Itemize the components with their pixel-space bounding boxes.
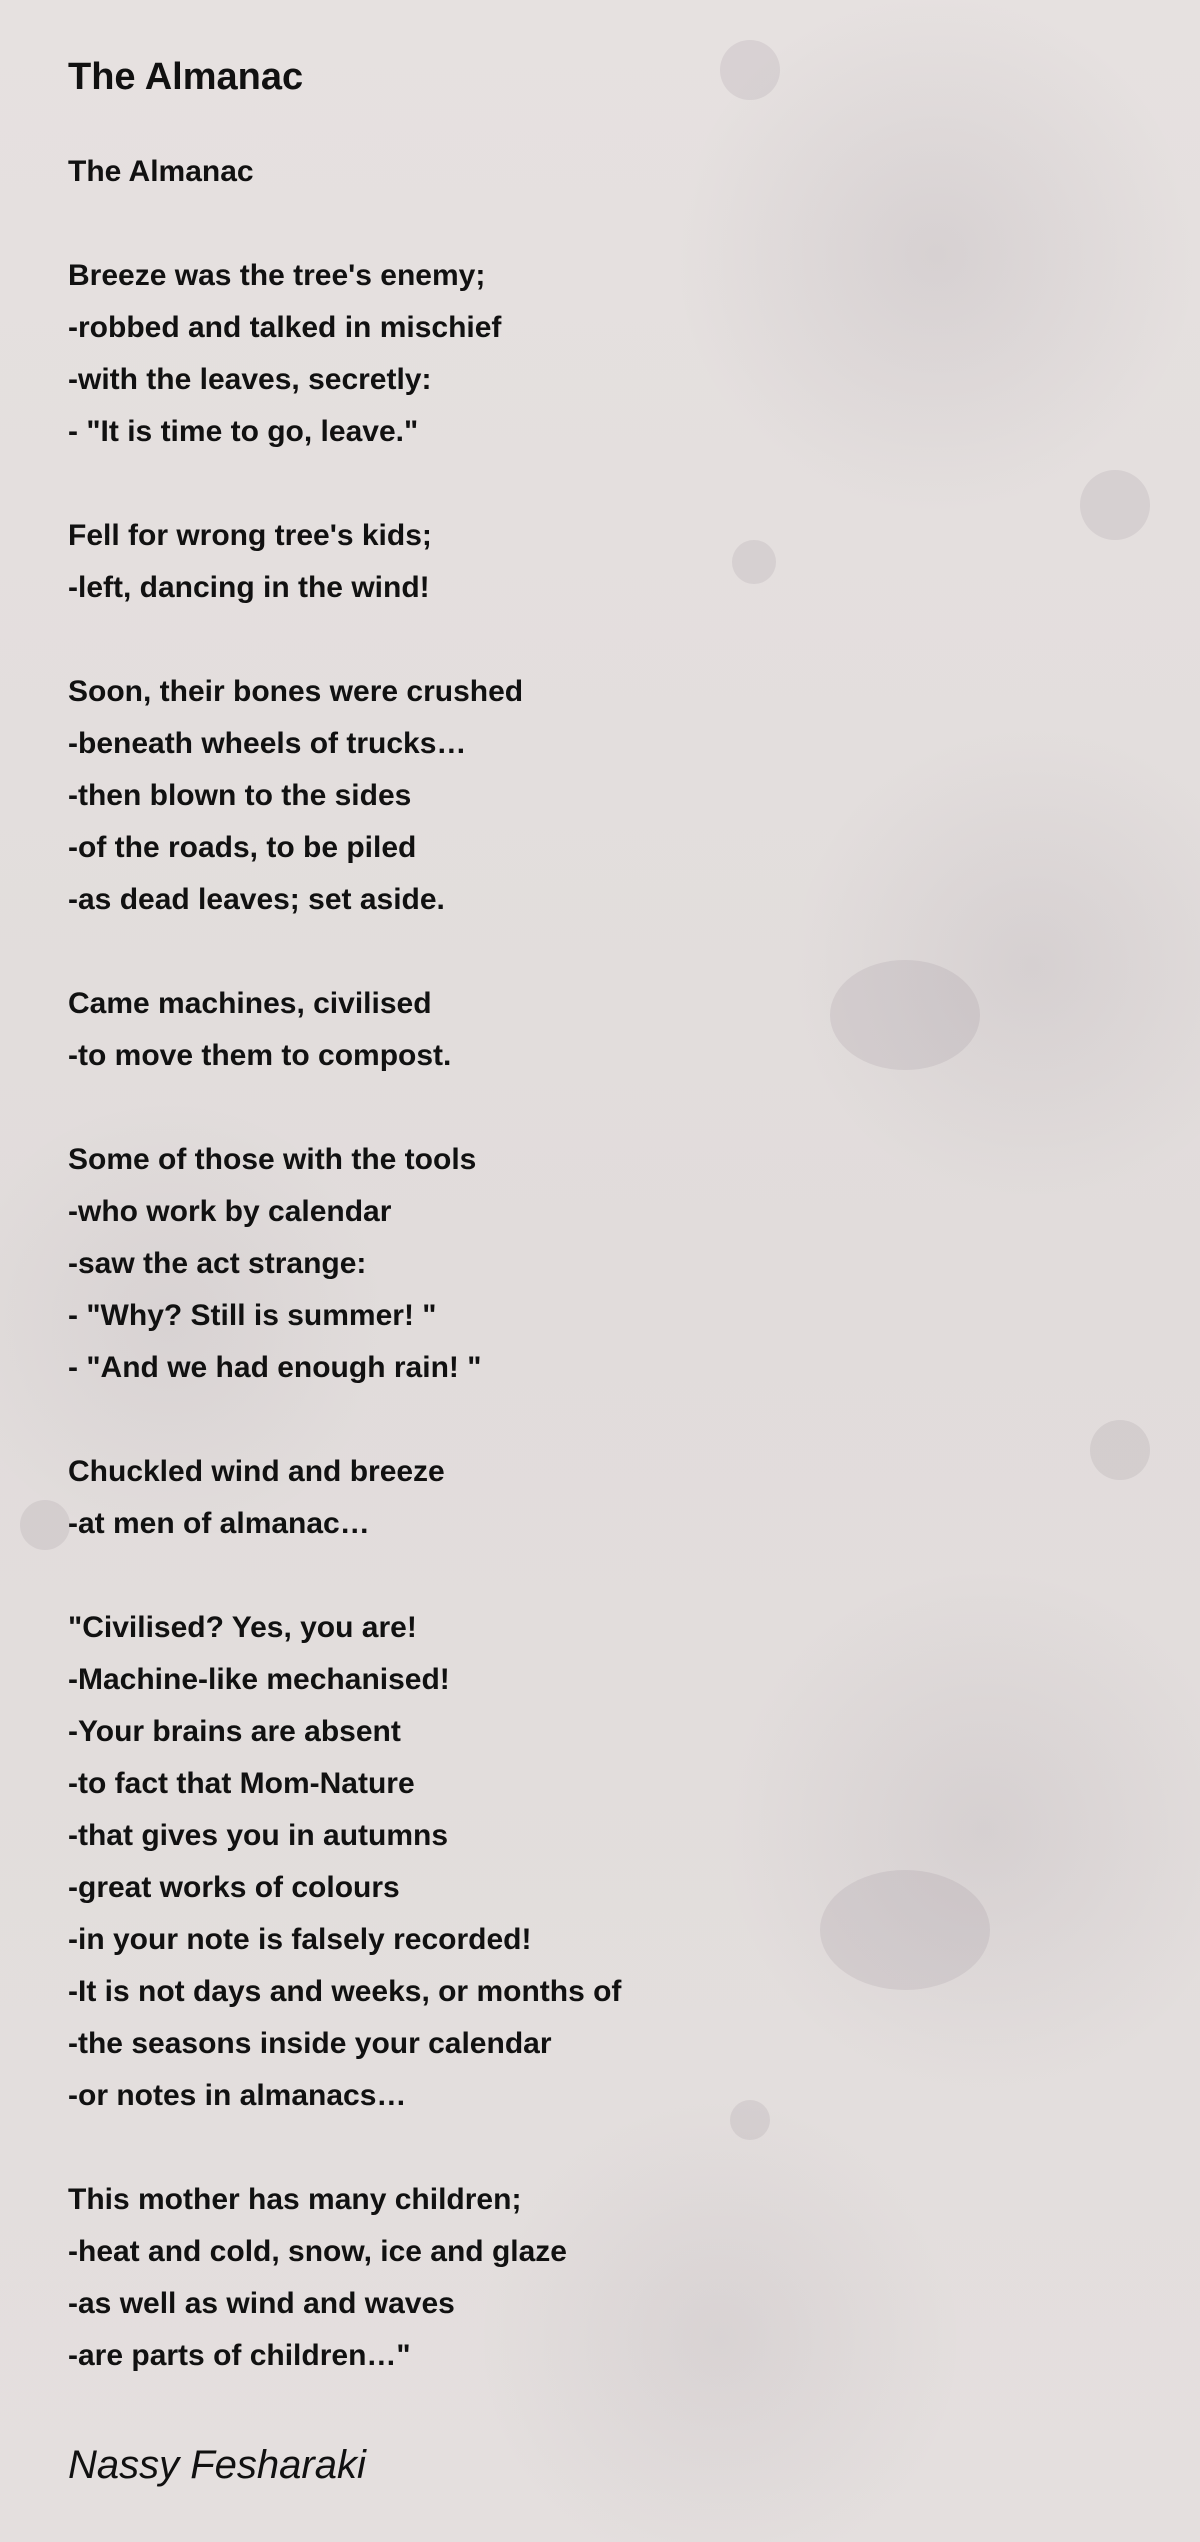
ink-blot <box>20 1500 70 1550</box>
poem-author: Nassy Fesharaki <box>68 2443 366 2487</box>
poem <box>68 50 1148 2382</box>
poem-body: The Almanac Breeze was the tree's enemy; -robbed and talked in mischief -with the leaves, secretly: - "It is time to go, leave." Fell for wrong tree's kids; -left, dancing in the wind! Soon, their bones were crushed -beneath wheels of trucks… -then blown to the sides -of the roads, to be piled -as dead leaves; set aside. Came machines, civilised -to move them to compost. Some of those with the tools -who work by calendar -saw the act strange: - "Why? Still is summer! " - "And we had enough rain! " Chuckled wind and breeze -at men of almanac… "Civilised? Yes, you are! -Machine-like mechanised! -Your brains are absent -to fact that Mom-Nature -that gives you in autumns -great works of colours -in your note is falsely recorded! -It is not days and weeks, or months of -the seasons inside your calendar -or notes in almanacs… This mother has many children; -heat and cold, snow, ice and glaze -as well as wind and waves -are parts of children…" <box>68 155 622 2372</box>
poem-title: The Almanac <box>68 56 304 98</box>
